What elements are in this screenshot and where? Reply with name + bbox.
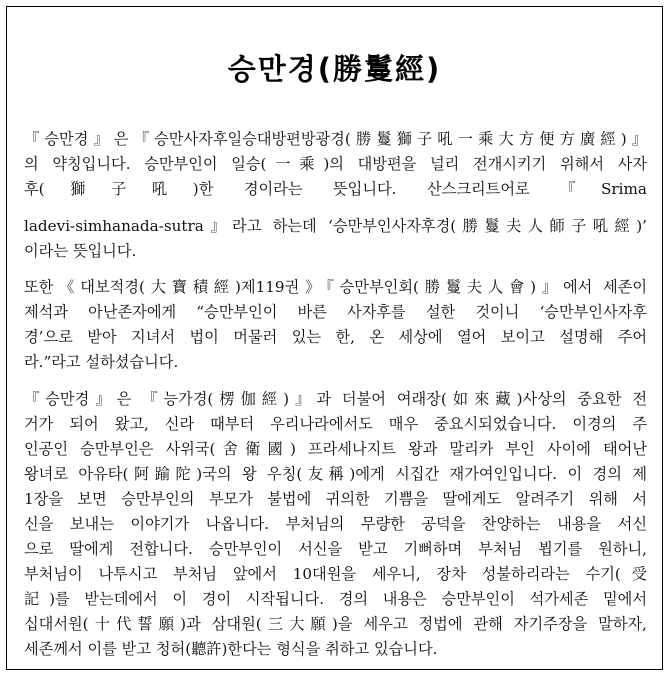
text-line: 거가 되어 왔고, 신라 때부터 우리나라에서도 매우 중요시되었습니다. 이경의 주 [24, 415, 647, 433]
text-line: 의 약칭입니다. 승만부인이 일승(一乘)의 대방편을 널리 전개시키기 위해서 사자 [24, 155, 647, 173]
text-line: 인공인 승만부인은 사위국(舍衛國) 프라세나지트 왕과 말리카 부인 사이에 태어난 [24, 440, 647, 458]
document-page [6, 6, 663, 670]
text-line: 으로 딸에게 전합니다. 승만부인이 서신을 받고 기뻐하며 부처님 뵙기를 원하니, [24, 540, 647, 558]
paragraph-1 [24, 127, 647, 202]
text-line: 후(獅子吼)한 경이라는 뜻입니다. 산스크리트어로 『Srima [24, 180, 647, 198]
text-line: 『승만경』은『승만사자후일승대방편방광경(勝鬘獅子吼一乘大方便方廣經)』 [24, 130, 647, 148]
text-line: 라.”라고 설하셨습니다. [24, 353, 179, 371]
text-line: 경’으로 받아 지녀서 법이 머물러 있는 한, 온 세상에 열어 보이고 설명해 주어 [24, 328, 647, 346]
text-line: 또한《대보적경(大寶積經)제119권》『승만부인회(勝鬘夫人會)』에서 세존이 [24, 278, 647, 296]
paragraph-2 [24, 275, 647, 375]
text-line: 왕녀로 아유타(阿踰陀)국의 왕 우칭(友稱)에게 시집간 재가여인입니다. 이 경의 제 [24, 465, 647, 483]
paragraph-3 [24, 387, 647, 662]
document-title: 승만경(勝鬘經) [227, 52, 442, 86]
text-line: 부처님이 나투시고 부처님 앞에서 10대원을 세우니, 장차 성불하리라는 수기(受 [24, 565, 647, 583]
text-line: 『승만경』은 『능가경(楞伽經)』과 더불어 여래장(如來藏)사상의 중요한 전 [24, 390, 647, 408]
text-line: 세존께서 이를 받고 청허(聽許)한다는 형식을 취하고 있습니다. [24, 640, 438, 658]
text-line: 제석과 아난존자에게 “승만부인이 바른 사자후를 설한 것이니 ‘승만부인사자후 [24, 303, 647, 321]
text-line: 십대서원(十代誓願)과 삼대원(三大願)을 세우고 정법에 관해 자기주장을 말하자, [24, 615, 647, 633]
text-line: 신을 보내는 이야기가 나옵니다. 부처님의 무량한 공덕을 찬양하는 내용을 서신 [24, 515, 647, 533]
text-line: 記)를 받는데에서 이 경이 시작됩니다. 경의 내용은 승만부인이 석가세존 밑에서 [24, 590, 647, 608]
text-line: 1장을 보면 승만부인의 부모가 불법에 귀의한 기쁨을 딸에게도 알려주기 위해 서 [24, 490, 647, 508]
text-line: 이라는 뜻입니다. [24, 242, 137, 260]
paragraph-1-continued [24, 214, 647, 264]
text-line: ladevi-simhanada-sutra』라고 하는데 ‘승만부인사자후경(勝鬘夫人師子吼經)’ [24, 217, 647, 235]
